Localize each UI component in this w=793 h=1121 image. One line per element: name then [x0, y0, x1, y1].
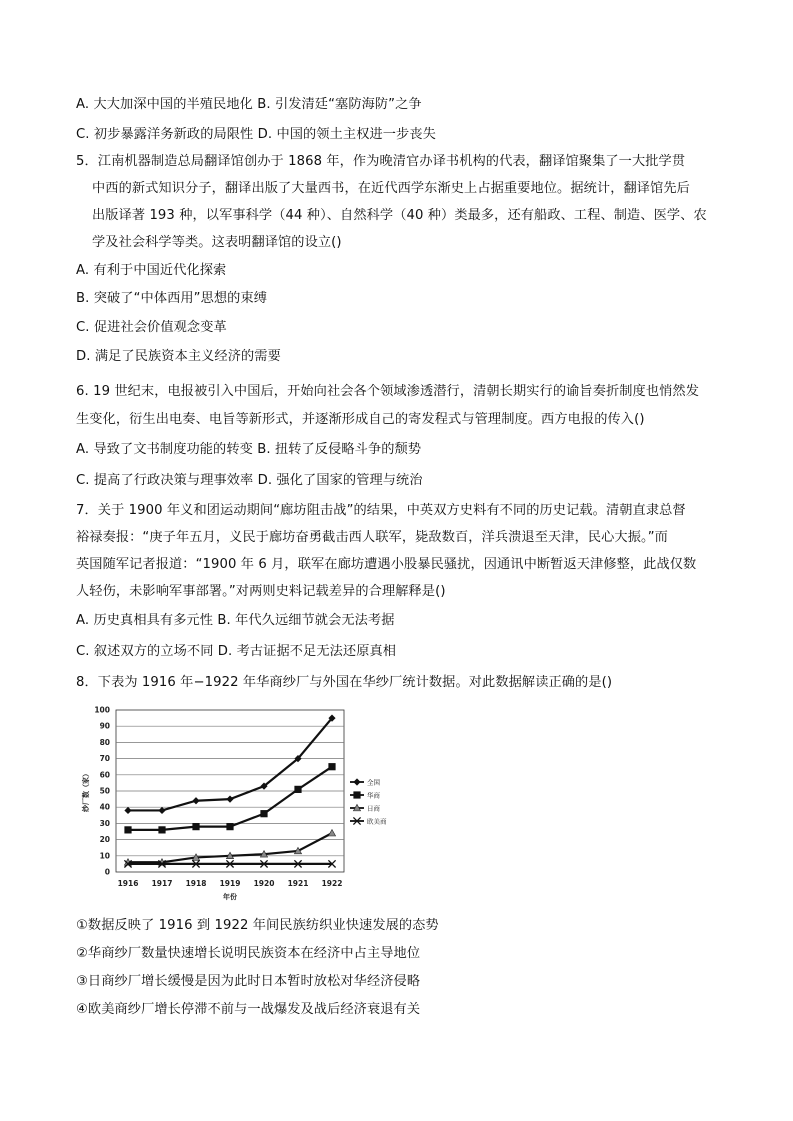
data-point [192, 797, 199, 804]
q4-options-cd: C. 初步暴露洋务新政的局限性 D. 中国的领土主权进一步丧失 [76, 127, 436, 142]
q5-stem-line-2: 中西的新式知识分子，翻译出版了大量西书，在近代西学东渐史上占据重要地位。据统计，翻译馆先后 [92, 181, 690, 196]
line-chart-svg [76, 700, 387, 908]
q8-stem: 8．下表为 1916 年−1922 年华商纱厂与外国在华纱厂统计数据。对此数据解读正确的是() [76, 675, 613, 690]
q4-options-ab: A. 大大加深中国的半殖民地化 B. 引发清廷“塞防海防”之争 [76, 97, 422, 112]
legend-label: 欧美商 [367, 817, 387, 826]
y-tick-label: 10 [99, 851, 110, 861]
q5-stem-line-3: 出版译著 193 种，以军事科学（44 种）、自然科学（40 种）类最多，还有船政、工程、制造、医学、农 [92, 208, 707, 223]
statement-1: ①数据反映了 1916 到 1922 年间民族纺织业快速发展的态势 [76, 918, 439, 933]
q5-stem-line-1: 5．江南机器制造总局翻译馆创办于 1868 年，作为晚清官办译书机构的代表，翻译馆聚集了一大批学贯 [76, 154, 686, 169]
legend-marker [353, 778, 360, 785]
y-tick-label: 20 [99, 835, 110, 845]
data-point [328, 763, 335, 770]
y-tick-label: 60 [99, 770, 110, 780]
q6-options-ab: A. 导致了文书制度功能的转变 B. 扭转了反侵略斗争的颓势 [76, 442, 422, 457]
legend-marker [353, 791, 360, 798]
x-tick-label: 1922 [321, 879, 343, 888]
x-axis-label: 年份 [223, 893, 237, 901]
data-point [158, 807, 165, 814]
q7-stem-line-2: 裕禄奏报：“庚子年五月，义民于廊坊奋勇截击西人联军，毙敌数百，洋兵溃退至天津，民心大振。”而 [76, 530, 668, 545]
x-tick-label: 1919 [219, 879, 241, 888]
y-tick-label: 100 [94, 705, 110, 715]
q5-option-a: A. 有利于中国近代化探索 [76, 263, 227, 278]
legend-label: 全国 [367, 778, 380, 787]
data-point [226, 823, 233, 830]
q5-option-c: C. 促进社会价值观念变革 [76, 320, 227, 335]
statement-3: ③日商纱厂增长缓慢是因为此时日本暂时放松对华经济侵略 [76, 974, 421, 989]
x-tick-label: 1916 [117, 879, 139, 888]
q7-stem-line-3: 英国随军记者报道：“1900 年 6 月，联军在廊坊遭遇小股暴民骚扰，因通讯中断暂返天津修整，此战仅数 [76, 557, 697, 572]
legend-label: 华商 [367, 791, 380, 800]
x-tick-label: 1917 [151, 879, 173, 888]
q7-stem-line-4: 人轻伤，未影响军事部署。”对两则史料记载差异的合理解释是() [76, 584, 446, 599]
y-tick-label: 90 [99, 721, 110, 731]
legend-label: 日商 [367, 804, 380, 813]
x-tick-label: 1920 [253, 879, 275, 888]
data-point [192, 823, 199, 830]
q6-stem-line-1: 6. 19 世纪末，电报被引入中国后，开始向社会各个领域渗透潜行，清朝长期实行的谕旨奏折制度也悄然发 [76, 384, 699, 399]
q7-options-cd: C. 叙述双方的立场不同 D. 考古证据不足无法还原真相 [76, 644, 397, 659]
data-point [260, 810, 267, 817]
y-tick-label: 70 [99, 754, 110, 764]
x-tick-label: 1918 [185, 879, 207, 888]
x-tick-label: 1921 [287, 879, 309, 888]
data-point [294, 786, 301, 793]
y-tick-label: 40 [99, 802, 110, 812]
q5-option-b: B. 突破了“中体西用”思想的束缚 [76, 291, 268, 306]
data-point [124, 826, 131, 833]
y-tick-label: 0 [104, 867, 110, 877]
y-tick-label: 50 [99, 786, 110, 796]
cotton-mill-chart [76, 700, 387, 908]
q7-stem-line-1: 7．关于 1900 年义和团运动期间“廊坊阻击战”的结果，中英双方史料有不同的历史记载。清朝直隶总督 [76, 503, 686, 518]
data-point [158, 826, 165, 833]
data-point [226, 796, 233, 803]
data-point [124, 807, 131, 814]
q5-stem-line-4: 学及社会科学等类。这表明翻译馆的设立() [92, 235, 342, 250]
statement-4: ④欧美商纱厂增长停滞不前与一战爆发及战后经济衰退有关 [76, 1002, 421, 1017]
statement-2: ②华商纱厂数量快速增长说明民族资本在经济中占主导地位 [76, 946, 421, 961]
y-axis-label: 纱厂数（家） [82, 770, 90, 812]
q5-option-d: D. 满足了民族资本主义经济的需要 [76, 349, 281, 364]
y-tick-label: 80 [99, 737, 110, 747]
data-point [328, 830, 335, 836]
y-tick-label: 30 [99, 818, 110, 828]
q6-stem-line-2: 生变化，衍生出电奏、电旨等新形式，并逐渐形成自己的寄发程式与管理制度。西方电报的传入() [76, 412, 645, 427]
q6-options-cd: C. 提高了行政决策与理事效率 D. 强化了国家的管理与统治 [76, 473, 423, 488]
q7-options-ab: A. 历史真相具有多元性 B. 年代久远细节就会无法考据 [76, 613, 395, 628]
